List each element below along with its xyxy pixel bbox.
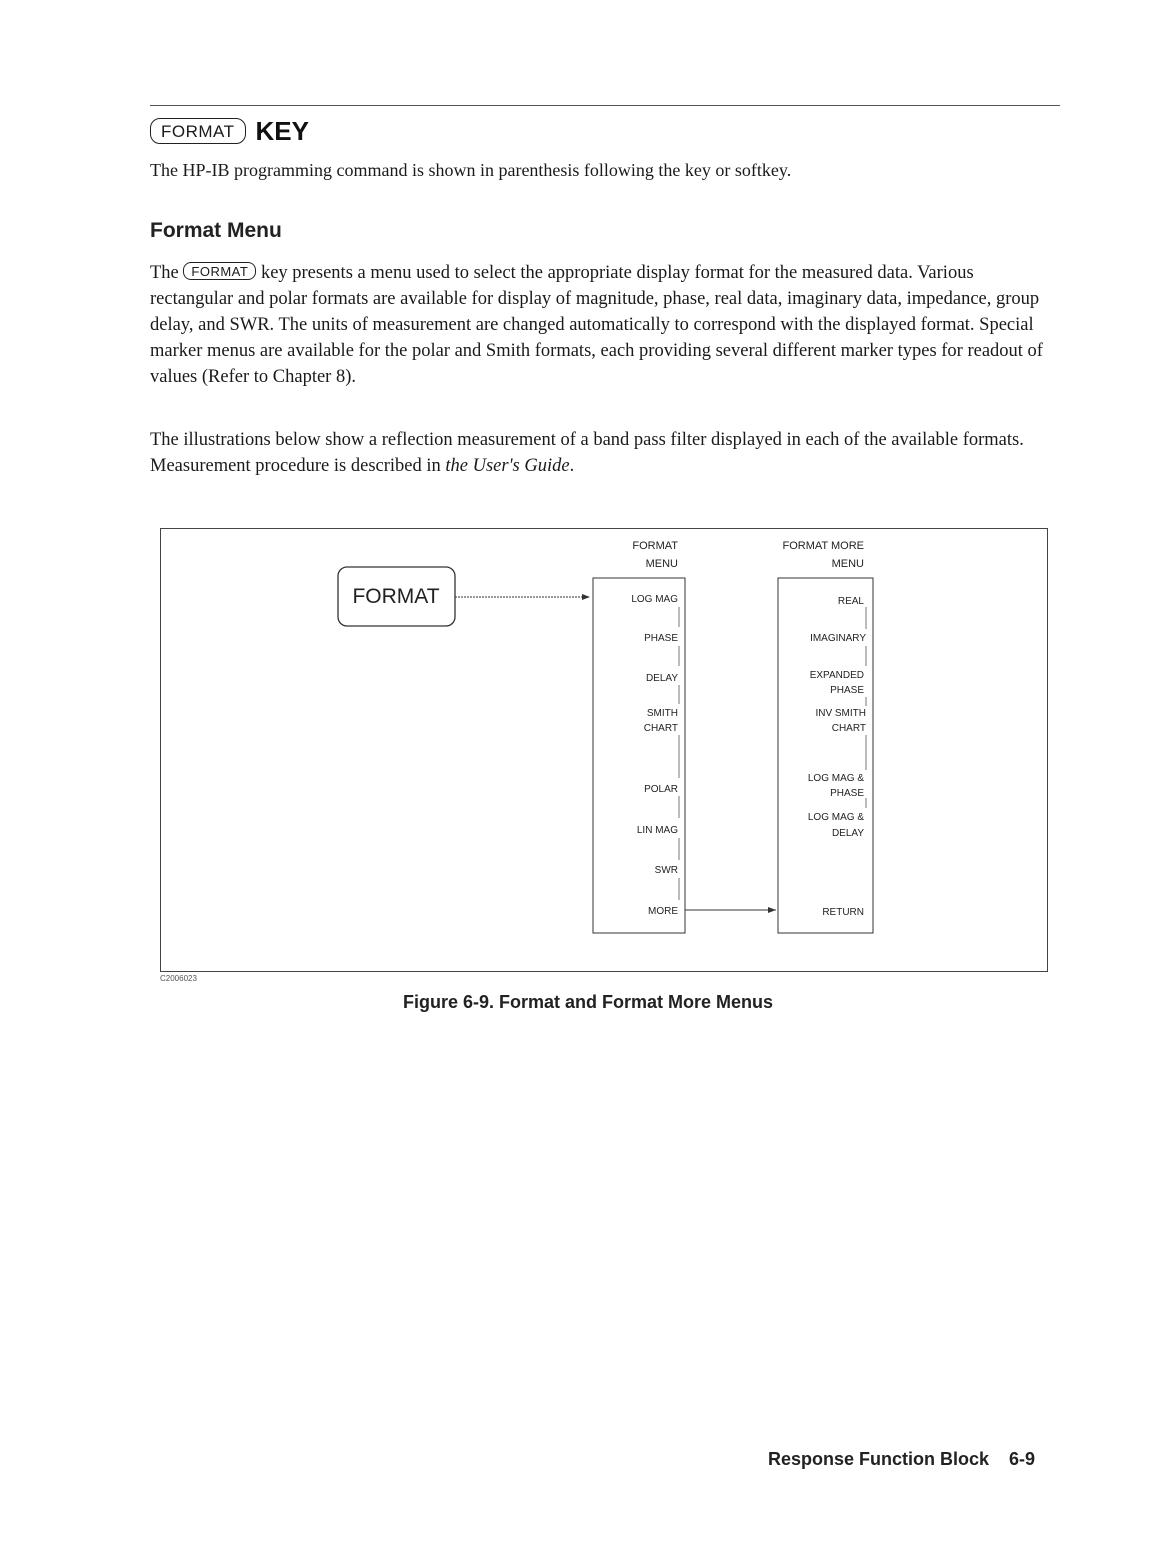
para1-prefix: The: [150, 263, 179, 283]
more-softkey-expanded-line1[interactable]: EXPANDED: [809, 670, 864, 681]
figure-id: C2006023: [160, 974, 197, 983]
more-softkey-imaginary[interactable]: IMAGINARY: [810, 633, 866, 644]
inline-format-key: FORMAT: [183, 262, 256, 280]
more-softkey-logmag-delay-line1[interactable]: LOG MAG &: [807, 812, 864, 823]
para1-text: key presents a menu used to select the appropriate display format for the measured data. Various rectangular and polar formats are available for display of magnitude, phase, real data, imaginary data, impedance, group delay, and SWR. The units of measurement are changed automatically to correspond with the displayed format. Special marker menus are available for the polar and Smith formats, each providing several different marker types for readout of values (Refer to Chapter 8).: [150, 263, 1043, 387]
more-softkey-inv-smith-line2[interactable]: CHART: [831, 723, 866, 734]
title-word: KEY: [255, 115, 309, 146]
format-menu-title-line1: FORMAT: [632, 540, 678, 552]
format-menu-box: [593, 578, 685, 933]
format-softkey-phase[interactable]: PHASE: [644, 633, 678, 644]
format-menu-title-line2: MENU: [645, 558, 678, 570]
format-softkey-more[interactable]: MORE: [648, 906, 678, 917]
format-softkey-delay[interactable]: DELAY: [645, 673, 678, 684]
para2-text: The illustrations below show a reflection measurement of a band pass filter displayed in each of the available formats. Measurement procedure is described in: [150, 430, 1024, 476]
more-softkey-real[interactable]: REAL: [837, 596, 864, 607]
footer-section: Response Function Block: [768, 1449, 990, 1469]
more-menu-title-line2: MENU: [831, 558, 864, 570]
figure-caption: Figure 6-9. Format and Format More Menus: [402, 992, 774, 1012]
more-softkey-expanded-line2[interactable]: PHASE: [830, 685, 864, 696]
format-hardkey-label: FORMAT: [352, 585, 440, 608]
more-softkey-return[interactable]: RETURN: [822, 907, 864, 918]
format-softkey-log-mag[interactable]: LOG MAG: [631, 594, 678, 605]
format-softkey-lin-mag[interactable]: LIN MAG: [636, 825, 678, 836]
format-key-cap: FORMAT: [150, 118, 246, 144]
more-menu-box: [778, 578, 873, 933]
more-softkey-logmag-phase-line2[interactable]: PHASE: [830, 788, 864, 799]
format-softkey-polar[interactable]: POLAR: [644, 784, 678, 795]
more-softkey-logmag-phase-line1[interactable]: LOG MAG &: [807, 773, 864, 784]
format-softkey-smith-line1[interactable]: SMITH: [646, 708, 678, 719]
format-menu-heading: Format Menu: [150, 219, 282, 242]
page-number: 6-9: [1009, 1449, 1036, 1469]
intro-text: The HP-IB programming command is shown in parenthesis following the key or softkey.: [150, 160, 792, 180]
format-softkey-swr[interactable]: SWR: [654, 865, 678, 876]
more-menu-title-line1: FORMAT MORE: [782, 540, 864, 552]
more-softkey-logmag-delay-line2[interactable]: DELAY: [831, 828, 864, 839]
format-softkey-smith-line2[interactable]: CHART: [643, 723, 678, 734]
para2-end: .: [569, 456, 575, 476]
page-footer: [768, 1449, 1035, 1470]
users-guide-ref: the User's Guide: [445, 456, 570, 476]
more-softkey-inv-smith-line1[interactable]: INV SMITH: [815, 708, 866, 719]
